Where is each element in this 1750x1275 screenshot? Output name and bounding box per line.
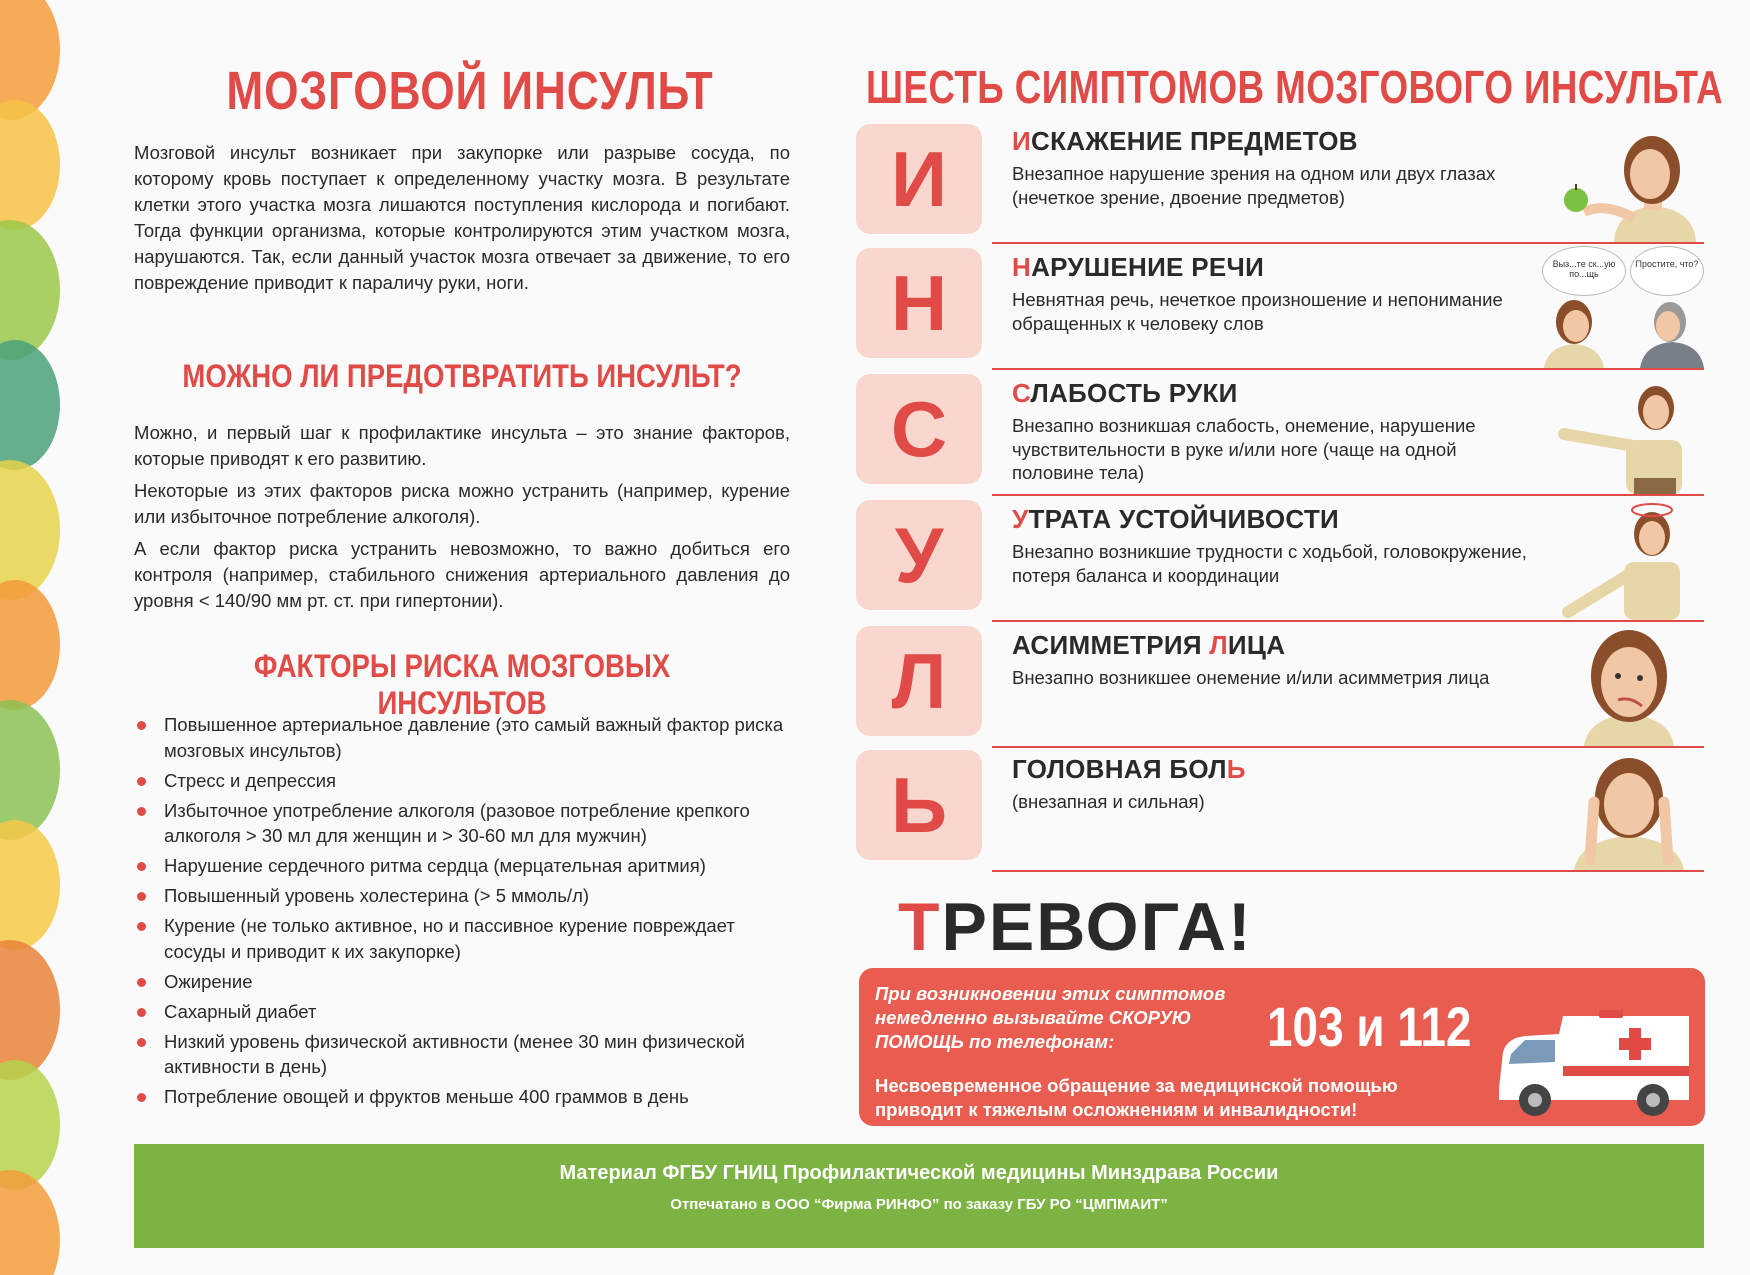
prevent-title: МОЖНО ЛИ ПРЕДОТВРАТИТЬ ИНСУЛЬТ? bbox=[182, 358, 742, 394]
list-item: Избыточное употребление алкоголя (разовое потребление крепкого алкоголя > 30 мл для женщин и > 30-60 мл для мужчин) bbox=[134, 798, 794, 849]
two-people-talking-illustration bbox=[1544, 298, 1704, 368]
symptom-balance bbox=[992, 496, 1704, 622]
symptom-description: Внезапное нарушение зрения на одном или двух глазах (нечеткое зрение, двоение предметов) bbox=[1012, 163, 1496, 208]
symptom-heading: ГОЛОВНАЯ БОЛЬ bbox=[1012, 754, 1246, 784]
list-item: Потребление овощей и фруктов меньше 400 граммов в день bbox=[134, 1084, 794, 1110]
symptom-vision bbox=[992, 118, 1704, 244]
bullet-icon bbox=[137, 922, 146, 931]
symptom-description: Внезапно возникшее онемение и/или асимметрия лица bbox=[1012, 667, 1490, 688]
bullet-icon bbox=[137, 1038, 146, 1047]
emergency-box bbox=[859, 968, 1705, 1126]
list-item: Нарушение сердечного ритма сердца (мерцательная аритмия) bbox=[134, 853, 794, 879]
bullet-icon bbox=[137, 721, 146, 730]
symptoms-title: ШЕСТЬ СИМПТОМОВ МОЗГОВОГО ИНСУЛЬТА bbox=[866, 61, 1724, 113]
letter-tile: С bbox=[856, 374, 982, 484]
speech-bubble: Выз...те ск...ую по...щь bbox=[1542, 246, 1626, 296]
emergency-phones: 103 и 112 bbox=[1267, 995, 1472, 1058]
list-item: Стресс и депрессия bbox=[134, 768, 794, 794]
letter-tile: И bbox=[856, 124, 982, 234]
bullet-icon bbox=[137, 1008, 146, 1017]
prevent-paragraph-1: Можно, и первый шаг к профилактике инсульта – это знание факторов, которые приводят к его развитию. bbox=[134, 422, 790, 469]
list-item: Курение (не только активное, но и пассивное курение повреждает сосуды и приводит к их закупорке) bbox=[134, 913, 794, 964]
symptom-heading: ИСКАЖЕНИЕ ПРЕДМЕТОВ bbox=[1012, 126, 1358, 156]
list-item: Низкий уровень физической активности (менее 30 мин физической активности в день) bbox=[134, 1029, 794, 1080]
letter-tile: Л bbox=[856, 626, 982, 736]
symptom-description: Внезапно возникшая слабость, онемение, нарушение чувствительности в руке и/или ноге (чаще на одной половине тела) bbox=[1012, 415, 1476, 483]
list-item: Сахарный диабет bbox=[134, 999, 794, 1025]
prevent-paragraph-3: А если фактор риска устранить невозможно, то важно добиться его контроля (например, стабильного снижения артериального давления до уровня < 140/90 мм рт. ст. при гипертонии). bbox=[134, 538, 790, 611]
symptom-heading: НАРУШЕНИЕ РЕЧИ bbox=[1012, 252, 1265, 282]
ambulance-icon bbox=[1489, 1008, 1699, 1120]
footer-printer: Отпечатано в ООО “Фирма РИНФО” по заказу ГБУ РО “ЦМПМАИТ” bbox=[670, 1196, 1168, 1213]
bullet-icon bbox=[137, 862, 146, 871]
letter-tile: Ь bbox=[856, 750, 982, 860]
list-item: Повышенное артериальное давление (это самый важный фактор риска мозговых инсультов) bbox=[134, 712, 794, 763]
bullet-icon bbox=[137, 1093, 146, 1102]
prevent-paragraph-2: Некоторые из этих факторов риска можно устранить (например, курение или избыточное потребление алкоголя). bbox=[134, 480, 790, 527]
symptom-heading: УТРАТА УСТОЙЧИВОСТИ bbox=[1012, 504, 1340, 534]
call-instruction: При возникновении этих симптомов немедленно вызывайте СКОРУЮ ПОМОЩЬ по телефонам: bbox=[875, 983, 1226, 1052]
alarm-word: ТРЕВОГА! bbox=[898, 889, 1253, 965]
symptom-description: (внезапная и сильная) bbox=[1012, 791, 1205, 812]
dizzy-woman-illustration bbox=[1554, 500, 1704, 620]
bullet-icon bbox=[137, 777, 146, 786]
symptom-description: Невнятная речь, нечеткое произношение и непонимание обращенных к человеку слов bbox=[1012, 289, 1503, 334]
headache-woman-illustration bbox=[1554, 750, 1704, 870]
risk-title: ФАКТОРЫ РИСКА МОЗГОВЫХ ИНСУЛЬТОВ bbox=[253, 648, 671, 721]
letter-tile: Н bbox=[856, 248, 982, 358]
footer-source: Материал ФГБУ ГНИЦ Профилактической медицины Минздрава России bbox=[559, 1162, 1279, 1184]
bullet-icon bbox=[137, 807, 146, 816]
bullet-icon bbox=[137, 892, 146, 901]
letter-tile: У bbox=[856, 500, 982, 610]
footer bbox=[134, 1144, 1704, 1248]
woman-arm-weakness-illustration bbox=[1554, 374, 1704, 494]
symptom-heading: СЛАБОСТЬ РУКИ bbox=[1012, 378, 1238, 408]
symptom-headache bbox=[992, 746, 1704, 872]
symptom-description: Внезапно возникшие трудности с ходьбой, головокружение, потеря баланса и координации bbox=[1012, 541, 1527, 586]
risk-list bbox=[134, 712, 794, 1114]
main-title: МОЗГОВОЙ ИНСУЛЬТ bbox=[226, 61, 714, 121]
decorative-border bbox=[0, 0, 64, 1275]
warning-text: Несвоевременное обращение за медицинской помощью приводит к тяжелым осложнениям и инвалидности! bbox=[875, 1075, 1398, 1120]
speech-bubble: Простите, что? bbox=[1630, 246, 1704, 296]
symptom-heading: АСИММЕТРИЯ ЛИЦА bbox=[1012, 630, 1286, 660]
bullet-icon bbox=[137, 978, 146, 987]
list-item: Повышенный уровень холестерина (> 5 ммоль/л) bbox=[134, 883, 794, 909]
woman-with-apple-illustration bbox=[1554, 122, 1704, 242]
symptom-speech bbox=[992, 244, 1704, 370]
intro-paragraph: Мозговой инсульт возникает при закупорке или разрыве сосуда, по которому кровь поступает к определенному участку мозга. В результате клетки этого участка мозга лишаются поступления кислорода и погибают. Тогда функции организма, которые контролируются этим участком мозга, нарушаются. Так, если данный участок мозга отвечает за движение, то его повреждение приводит к параличу руки, ноги. bbox=[134, 142, 790, 293]
face-asymmetry-illustration bbox=[1554, 626, 1704, 746]
symptom-arm-weakness bbox=[992, 370, 1704, 496]
symptom-face-asymmetry bbox=[992, 622, 1704, 748]
list-item: Ожирение bbox=[134, 969, 794, 995]
